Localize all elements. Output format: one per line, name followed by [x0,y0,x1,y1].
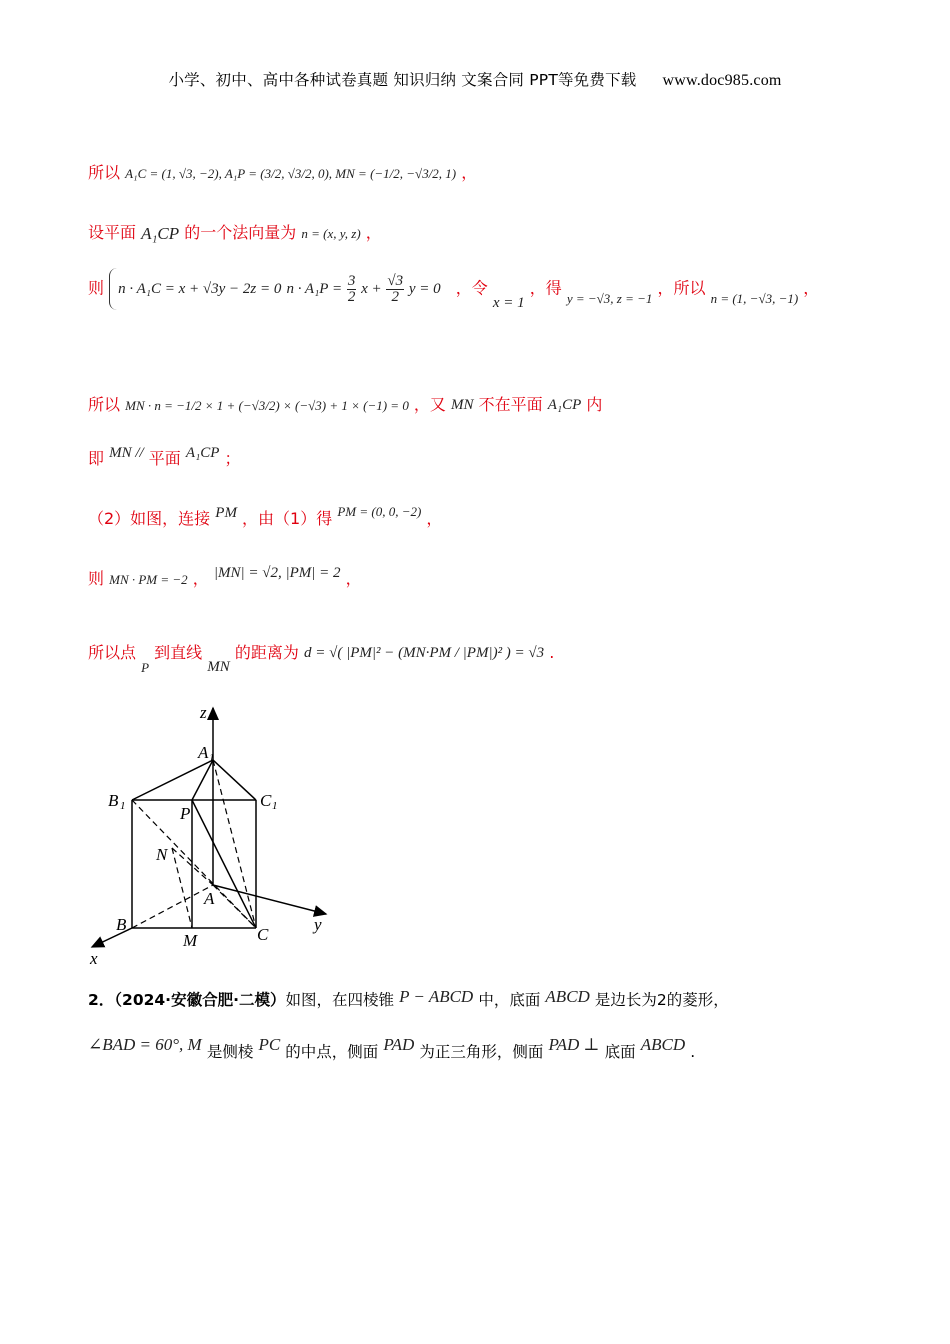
base-name: ABCD [640,1034,686,1054]
text: . [690,1043,696,1061]
text-you: ，又 [413,395,446,414]
text-ji: 即 [88,449,105,468]
vector-coordinates: A₁C = (1, √3, −2), A₁P = (3/2, √3/2, 0), MN = (−1/2, −√3/2, 1) [125,165,457,181]
page-header [0,68,950,90]
problem-source: （2024·安徽合肥·二模） [114,991,286,1009]
label-y: y [314,915,322,934]
solution-line-8 [88,640,555,675]
normal-vector-value: n = (1, −√3, −1) [710,291,799,306]
face-pad: PAD [383,1034,415,1054]
edge-b1a1 [132,760,213,800]
label-b1-sub: 1 [120,800,126,812]
text: 的中点，侧面 [285,1043,379,1061]
solution-line-3 [88,268,819,310]
text-suoyi: 所以 [88,395,121,414]
edge-pc: PC [258,1034,281,1054]
normal-vector: n = (x, y, z) [301,225,361,241]
equation-system [109,268,441,310]
edge-c1a1 [213,760,256,800]
text-set-plane: 设平面 [88,223,137,242]
solution-line-7 [88,566,362,589]
text: 中，底面 [478,991,541,1009]
x-equals-1: x = 1 [492,294,525,311]
label-p: P [180,804,191,823]
eq2-right: y = 0 [408,281,441,297]
perpendicular: PAD ⊥ [548,1034,600,1054]
punct: ， [461,163,478,182]
plane-name: A₁CP [141,223,180,243]
label-c1-sub: 1 [272,800,278,812]
text-normal-vector: 的一个法向量为 [184,223,297,242]
problem-2-line-2 [88,1034,696,1063]
point-p: P [141,659,150,675]
prism-figure [80,700,340,970]
label-c1: C [260,791,272,810]
y-axis [213,885,326,914]
punct: ， [803,278,820,298]
dashed-ac [213,885,256,928]
text-to-line: 到直线 [154,643,203,662]
line-mn: MN [207,659,230,675]
pyramid-name: P − ABCD [399,986,474,1006]
equation-1: n · A₁C = x + √3y − 2z = 0 [118,281,282,297]
dashed-nm [172,848,192,928]
solution-line-1 [88,160,477,183]
text: 是侧棱 [206,1043,254,1061]
label-a1-sub: 1 [209,752,215,764]
label-a1: A [198,743,209,762]
text-ling: ，令 [455,278,488,298]
text: 是边长为2的菱形， [594,991,729,1009]
fraction-sqrt3-2: $\frac{√3}{2}$ [387,273,404,306]
label-m: M [183,931,198,950]
text-from-1: ，由（1）得 [242,509,333,528]
text-ze: 则 [88,278,105,298]
mn-dot-pm: MN · PM = −2 [109,571,188,587]
label-x: x [90,949,98,968]
text: 底面 [604,1043,636,1061]
problem-number: 2． [88,991,115,1009]
label-z: z [200,703,207,722]
header-site: www.doc985.com [662,72,782,89]
solution-line-6 [88,503,443,529]
parallel-mn: MN // [109,445,144,461]
line-mn: MN [451,397,474,413]
eq2-left: n · A₁P = [286,281,343,297]
problem-2-line-1 [88,988,729,1011]
eq2-mid: x + [361,281,382,297]
pm-vector: PM = (0, 0, −2) [337,503,422,519]
solution-line-5 [88,446,241,469]
punct: ， [365,223,382,242]
dashed-ba [132,885,213,928]
text-distance: 的距离为 [234,643,299,662]
punct: ， [192,569,209,588]
label-n: N [156,845,168,864]
plane-name: A₁CP [547,397,582,413]
text-point: 所以点 [88,643,137,662]
text: 为正三角形，侧面 [419,1043,544,1061]
punct: . [549,643,555,662]
dashed-a1c [213,760,256,928]
solution-line-2 [88,220,382,244]
text-de: ，得 [529,278,562,298]
distance-formula: d = √( |PM|² − (MN·PM / |PM|)² ) = √3 [303,645,545,661]
label-b: B [116,915,127,934]
magnitudes: |MN| = √2, |PM| = 2 [213,565,341,581]
text-suoyi: ，所以 [657,278,706,298]
text-suoyi: 所以 [88,163,121,182]
text-plane: 平面 [148,449,181,468]
line-pm: PM [215,505,237,521]
label-b1: B [108,791,119,810]
base-name: ABCD [545,986,590,1006]
text: 如图，在四棱锥 [285,991,394,1009]
text-ze: 则 [88,569,105,588]
plane-name: A₁CP [185,445,220,461]
label-a: A [204,889,215,908]
punct: ， [426,509,443,528]
text-part2: （2）如图，连接 [88,509,211,528]
label-c: C [257,925,269,944]
solution-line-4 [88,392,602,415]
angle-bad: ∠BAD = 60°, M [88,1034,202,1054]
punct: ， [345,569,362,588]
text-nei: 内 [586,395,603,414]
edge-pc [192,800,256,928]
text-not-in-plane: 不在平面 [478,395,543,414]
header-text: 小学、初中、高中各种试卷真题 知识归纳 文案合同 PPT等免费下载 [168,71,637,89]
equation-2 [286,272,440,306]
yz-values: y = −√3, z = −1 [566,291,653,306]
punct: ； [224,449,241,468]
dot-product: MN · n = −1/2 × 1 + (−√3/2) × (−√3) + 1 × (−1) = 0 [125,397,409,413]
fraction-3-2: $\frac{3}{2}$ [347,273,356,306]
